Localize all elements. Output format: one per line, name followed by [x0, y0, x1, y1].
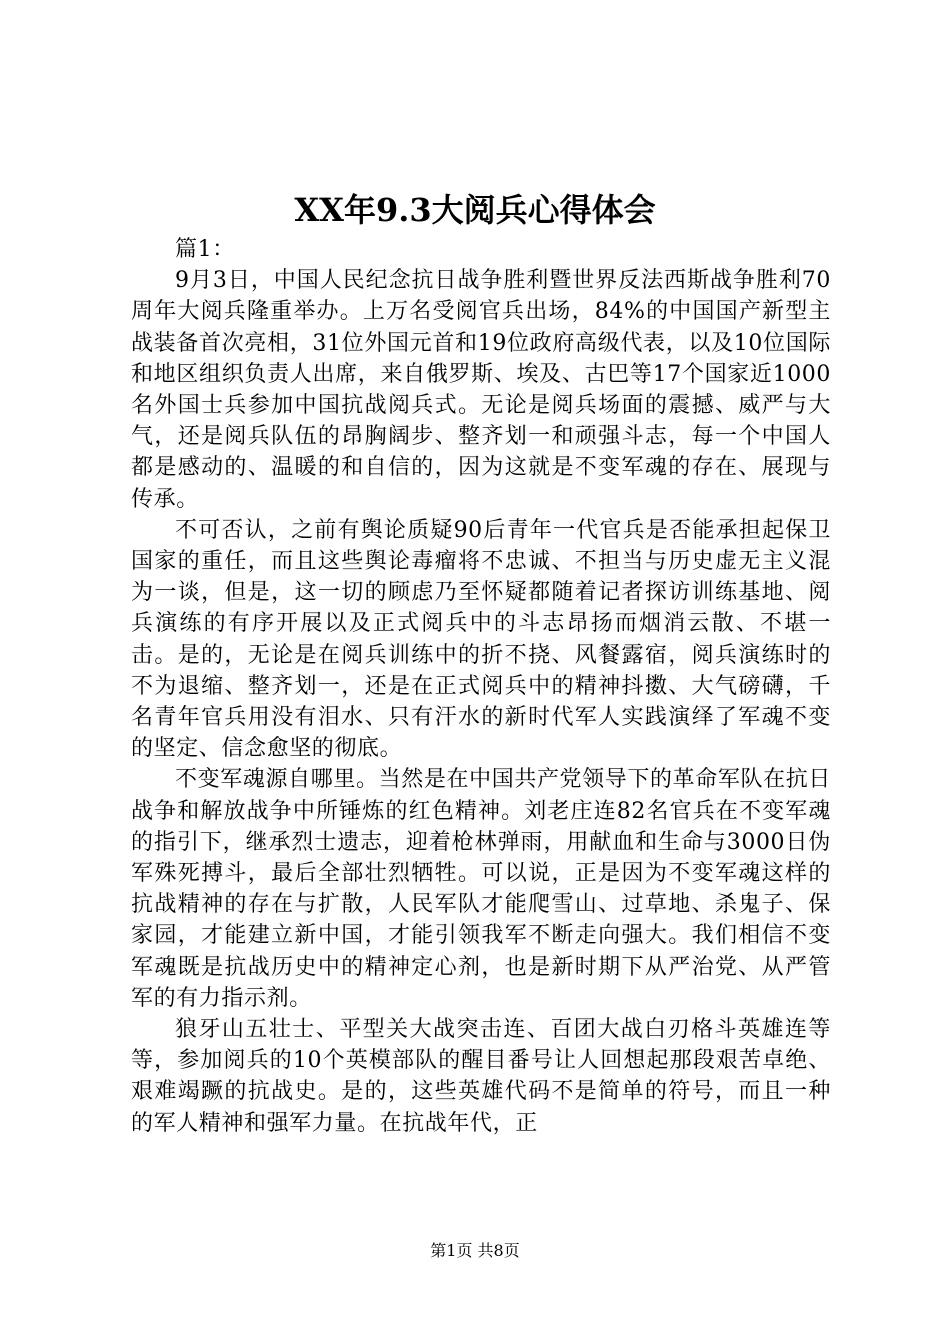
document-title: XX年9.3大阅兵心得体会: [294, 191, 656, 229]
paragraph-4: 狼牙山五壮士、平型关大战突击连、百团大战白刃格斗英雄连等等，参加阅兵的10个英模部队的醒目番号让人回想起那段艰苦卓绝、艰难竭蹶的抗战史。是的，这些英雄代码不是简单的符号，而且一种的军人精神和强军力量。在抗战年代，正: [131, 1017, 831, 1136]
paragraph-3: 不变军魂源自哪里。当然是在中国共产党领导下的革命军队在抗日战争和解放战争中所锤炼的红色精神。刘老庄连82名官兵在不变军魂的指引下，继承烈士遗志，迎着枪林弹雨，用献血和生命与3000日伪军殊死搏斗，最后全部壮烈牺牲。可以说，正是因为不变军魂这样的抗战精神的存在与扩散，人民军队才能爬雪山、过草地、杀鬼子、保家园，才能建立新中国，才能引领我军不断走向强大。我们相信不变军魂既是抗战历史中的精神定心剂，也是新时期下从严治党、从严管军的有力指示剂。: [131, 767, 831, 1011]
page-number-footer: 第1页 共8页: [430, 1241, 520, 1260]
paragraph-2: 不可否认，之前有舆论质疑90后青年一代官兵是否能承担起保卫国家的重任，而且这些舆论毒瘤将不忠诚、不担当与历史虚无主义混为一谈，但是，这一切的顾虑乃至怀疑都随着记者探访训练基地、阅兵演练的有序开展以及正式阅兵中的斗志昂扬而烟消云散、不堪一击。是的，无论是在阅兵训练中的折不挠、风餐露宿，阅兵演练时的不为退缩、整齐划一，还是在正式阅兵中的精神抖擞、大气磅礴，千名青年官兵用没有泪水、只有汗水的新时代军人实践演绎了军魂不变的坚定、信念愈坚的彻底。: [131, 517, 831, 762]
paragraph-1: 9月3日，中国人民纪念抗日战争胜利暨世界反法西斯战争胜利70周年大阅兵隆重举办。上万名受阅官兵出场，84%的中国国产新型主战装备首次亮相，31位外国元首和19位政府高级代表，以及10位国际和地区组织负责人出席，来自俄罗斯、埃及、古巴等17个国家近1000名外国士兵参加中国抗战阅兵式。无论是阅兵场面的震撼、威严与大气，还是阅兵队伍的昂胸阔步、整齐划一和顽强斗志，每一个中国人都是感动的、温暖的和自信的，因为这就是不变军魂的存在、展现与传承。: [131, 268, 831, 512]
section-label: 篇1：: [175, 237, 235, 262]
document-body: [131, 234, 831, 1139]
